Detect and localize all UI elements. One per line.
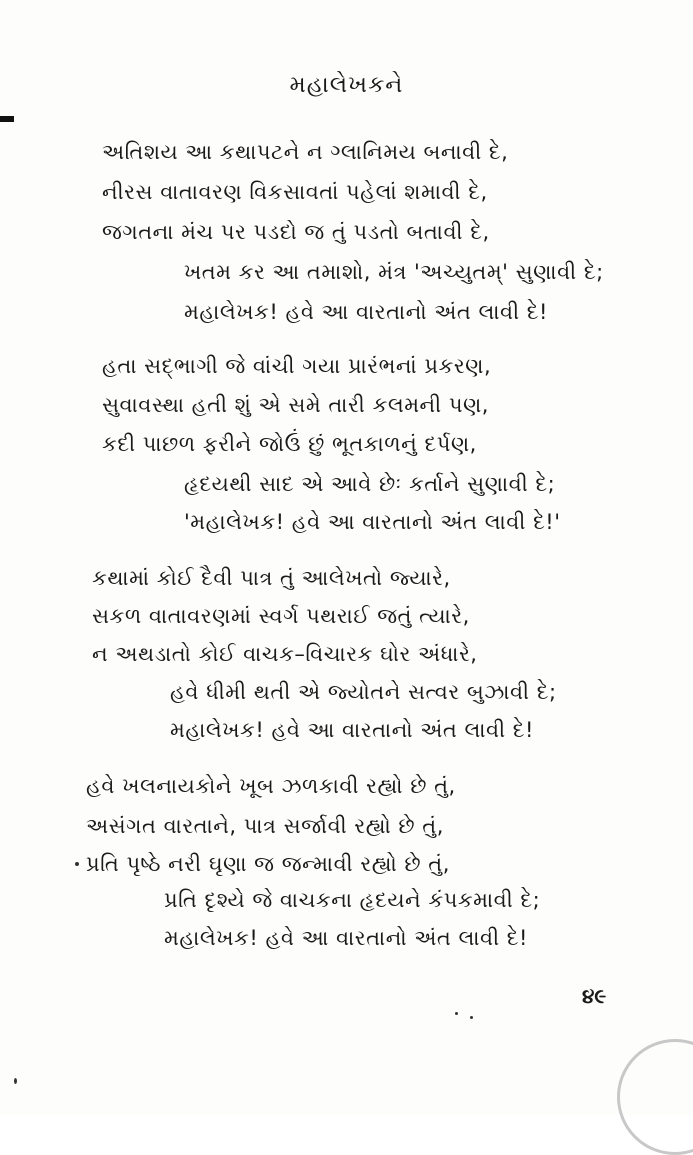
poem-line-indented: પ્રતિ દૃશ્યે જે વાચકના હૃદયને કંપકમાવી દે; — [164, 888, 541, 912]
poem-line: જગતના મંચ પર પડદો જ તું પડતો બતાવી દે, — [102, 220, 490, 244]
poem-line: હતા સદ્ભાગી જે વાંચી ગયા પ્રારંભનાં પ્રકરણ, — [102, 354, 492, 378]
poem-refrain: મહાલેખક! હવે આ વારતાનો અંત લાવી દે! — [170, 718, 534, 742]
poem-line: નીરસ વાતાવરણ વિકસાવતાં પહેલાં શમાવી દે, — [102, 180, 488, 204]
poem-line: પ્રતિ પૃષ્ઠે નરી ઘૃણા જ જન્માવી રહ્યો છે તું, — [86, 852, 450, 876]
scan-artifact-arc — [617, 1039, 693, 1155]
poem-refrain: મહાલેખક! હવે આ વારતાનો અંત લાવી દે! — [164, 926, 528, 950]
poem-line-indented: હૃદયથી સાદ એ આવે છેઃ કર્તાને સુણાવી દે; — [184, 472, 556, 496]
poem-refrain: 'મહાલેખક! હવે આ વારતાનો અંત લાવી દે!' — [184, 510, 561, 534]
poem-line: કથામાં કોઈ દૈવી પાત્ર તું આલેખતો જ્યારે, — [92, 566, 451, 590]
scan-speck — [14, 1078, 17, 1084]
poem-title: મહાલેખકને — [289, 72, 404, 98]
poem-line: કદી પાછળ ફરીને જોઉં છું ભૂતકાળનું દર્પણ, — [102, 432, 477, 456]
page-number: ૪૯ — [582, 984, 607, 1008]
scan-speck — [75, 862, 79, 866]
poem-line: અસંગત વારતાને, પાત્ર સર્જાવી રહ્યો છે તું, — [86, 814, 444, 838]
poem-line-indented: હવે ધીમી થતી એ જ્યોતને સત્વર બુઝાવી દે; — [170, 680, 557, 704]
poem-line: સુવાવસ્થા હતી શું એ સમે તારી કલમની પણ, — [102, 393, 489, 417]
poem-line: સકળ વાતાવરણમાં સ્વર્ગ પથરાઈ જતું ત્યારે, — [92, 604, 470, 628]
poem-line: ન અથડાતો કોઈ વાચક–વિચારક ઘોર અંધારે, — [92, 642, 478, 666]
scan-speck — [470, 1016, 473, 1019]
poem-line: હવે ખલનાયકોને ખૂબ ઝળકાવી રહ્યો છે તું, — [86, 774, 456, 798]
scan-artifact-mark — [0, 116, 14, 122]
poem-line-indented: ખતમ કર આ તમાશો, મંત્ર 'અચ્યુતમ્' સુણાવી દે; — [184, 260, 604, 284]
poem-line: અતિશય આ કથાપટને ન ગ્લાનિમય બનાવી દે, — [102, 140, 509, 164]
scan-speck — [455, 1012, 458, 1015]
poem-refrain: મહાલેખક! હવે આ વારતાનો અંત લાવી દે! — [184, 300, 548, 324]
